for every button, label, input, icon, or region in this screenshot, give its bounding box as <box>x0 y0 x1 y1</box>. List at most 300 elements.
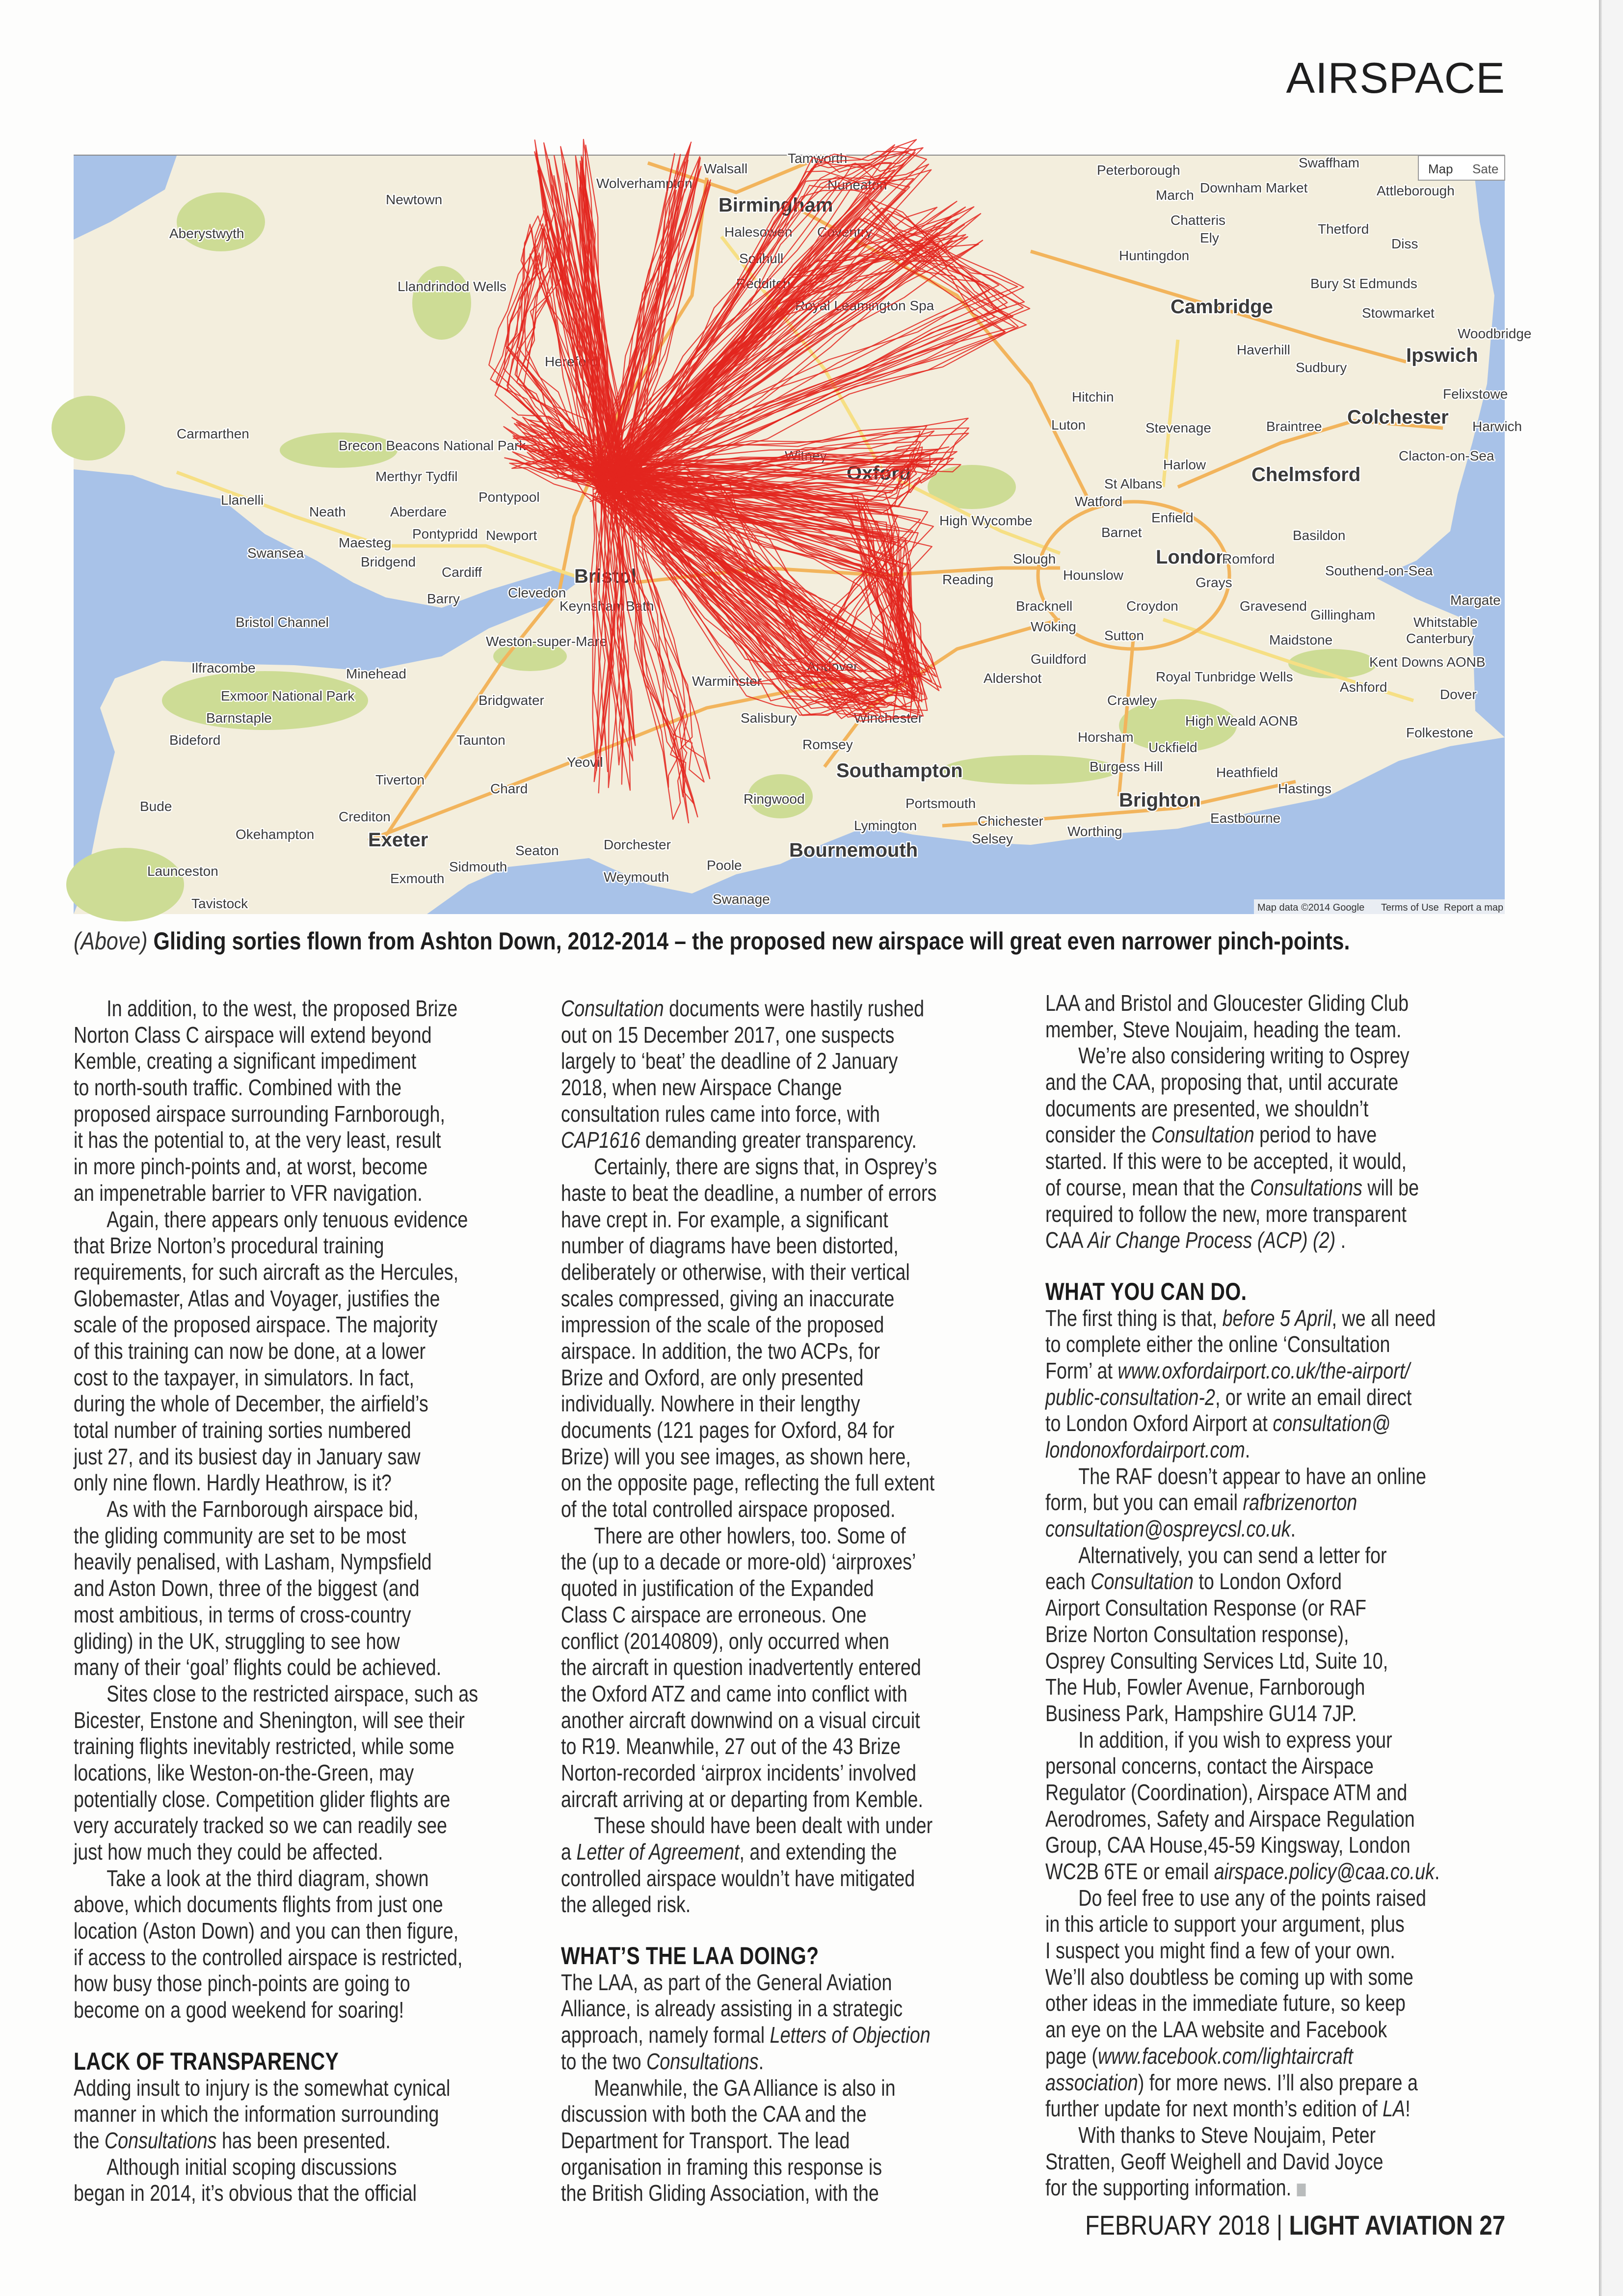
map-place-label: Bristol Channel <box>236 615 329 630</box>
text-line <box>561 1233 1016 1259</box>
text-line <box>1045 1358 1500 1384</box>
text-line <box>561 1865 1016 1892</box>
map-place-label: Reading <box>942 572 994 587</box>
text-run: individually. Nowhere in their lengthy <box>561 1391 860 1417</box>
text-run: each <box>1045 1568 1091 1594</box>
issue-date: FEBRUARY 2018 | <box>1085 2210 1289 2241</box>
map-place-label: Halesowen <box>724 224 793 240</box>
text-line <box>74 1918 529 1945</box>
text-run: the British Gliding Association, with the <box>561 2180 879 2206</box>
text-run: . <box>1335 1227 1346 1253</box>
map-place-label: Taunton <box>456 732 506 748</box>
map-place-label: Barnet <box>1101 525 1142 540</box>
text-run: heavily penalised, with Lasham, Nympsfield <box>74 1549 432 1575</box>
national-park-area <box>412 266 471 340</box>
text-line <box>1045 1859 1500 1885</box>
italic-text-run: Consultations <box>104 2127 217 2153</box>
text-line <box>74 1891 529 1918</box>
paragraph <box>1045 1463 1500 1542</box>
map-place-label: Gravesend <box>1240 598 1307 614</box>
text-run: 2018, when new Airspace Change <box>561 1075 842 1101</box>
section-title: AIRSPACE <box>1286 54 1505 102</box>
text-run: another aircraft downwind on a visual circuit <box>561 1707 920 1733</box>
paragraph <box>74 2075 529 2154</box>
text-run: gliding) in the UK, struggling to see how <box>74 1628 400 1654</box>
map-place-label: Worthing <box>1067 824 1122 839</box>
italic-text-run: association <box>1045 2069 1138 2095</box>
map-place-label: Bideford <box>169 732 221 748</box>
text-line <box>561 2022 1016 2049</box>
text-run: during the whole of December, the airfield’s <box>74 1391 428 1417</box>
text-line <box>74 1127 529 1154</box>
text-line <box>74 1971 529 1997</box>
text-run: documents were hastily rushed <box>664 996 925 1021</box>
map-place-label: Bournemouth <box>789 839 918 861</box>
text-run: and the CAA, proposing that, until accurate <box>1045 1069 1399 1095</box>
map-place-label: Bude <box>140 799 172 814</box>
paragraph <box>74 1681 529 1865</box>
map-place-label: Bristol <box>574 566 637 587</box>
map-place-label: Birmingham <box>718 194 833 216</box>
text-line <box>1045 1227 1500 1254</box>
map-place-label: Sidmouth <box>449 859 507 874</box>
map-place-label: Romsey <box>802 737 853 752</box>
map-place-label: Tiverton <box>375 772 425 787</box>
map-place-label: Maesteg <box>339 535 392 550</box>
text-run: Norton Class C airspace will extend beyond <box>74 1022 432 1048</box>
text-run: of course, mean that the <box>1045 1174 1251 1200</box>
text-run: a <box>561 1839 577 1864</box>
text-run: Brize and Oxford, are only presented <box>561 1364 864 1390</box>
text-run: organisation in framing this response is <box>561 2154 882 2180</box>
map-place-label: Stevenage <box>1145 420 1211 435</box>
text-line <box>561 1417 1016 1444</box>
map-place-label: Hereford <box>545 354 598 369</box>
map-place-label: Bath <box>626 598 654 614</box>
map-place-label: Bridgend <box>361 554 416 569</box>
italic-text-run: Letters of Objection <box>770 2022 931 2048</box>
text-run: We’re also considering writing to Osprey <box>1078 1043 1410 1069</box>
map-place-label: Nuneaton <box>827 177 887 192</box>
map-place-label: Slough <box>1013 551 1056 567</box>
map-place-label: Eastbourne <box>1210 810 1281 826</box>
text-line <box>74 2128 529 2154</box>
italic-text-run: Letter of Agreement <box>576 1839 740 1864</box>
text-run: There are other howlers, too. Some of <box>594 1522 906 1548</box>
map-place-label: Hounslow <box>1063 567 1123 583</box>
italic-text-run: Consultation <box>561 996 664 1021</box>
map-place-label: Chelmsford <box>1251 464 1361 486</box>
paragraph <box>74 1865 529 2024</box>
map-place-label: Llanelli <box>221 492 264 508</box>
text-run: WC2B 6TE or email <box>1045 1859 1214 1885</box>
map-place-label: Thetford <box>1318 221 1369 237</box>
italic-text-run: Consultations <box>646 2048 759 2074</box>
text-run: Norton-recorded ‘airprox incidents’ involved <box>561 1759 917 1785</box>
paragraph <box>1045 1885 1500 2122</box>
map-attribution-text: Terms of Use <box>1381 902 1439 913</box>
text-line <box>561 1654 1016 1681</box>
map-place-label: Exmoor National Park <box>221 688 355 703</box>
italic-text-run: www.facebook.com/lightaircraft <box>1097 2043 1353 2069</box>
text-line <box>1045 1885 1500 1912</box>
text-line <box>74 1654 529 1681</box>
text-run: documents (121 pages for Oxford, 84 for <box>561 1417 895 1443</box>
text-line <box>1045 2017 1500 2043</box>
text-run: most ambitious, in terms of cross-country <box>74 1601 411 1627</box>
text-line <box>74 1760 529 1786</box>
paragraph <box>74 996 529 1207</box>
map-place-label: Attleborough <box>1377 183 1455 198</box>
text-run: in this article to support your argument, plus <box>1045 1911 1405 1937</box>
map-place-label: Royal Tunbridge Wells <box>1156 669 1293 684</box>
map-place-label: Newtown <box>386 192 443 207</box>
text-run: potentially close. Competition glider flights are <box>74 1786 451 1812</box>
map-view-button: Map <box>1428 162 1453 176</box>
map-place-label: Swaffham <box>1299 155 1359 170</box>
text-line <box>1045 1727 1500 1754</box>
map-place-label: Seaton <box>515 843 559 858</box>
text-run: Again, there appears only tenuous evidence <box>106 1206 468 1232</box>
text-run: consider the <box>1045 1122 1151 1148</box>
text-line <box>561 2154 1016 2181</box>
text-line <box>1045 1305 1500 1332</box>
italic-text-run: Consultations <box>1250 1174 1362 1200</box>
map-place-label: Woking <box>1031 619 1076 634</box>
text-line <box>561 1707 1016 1734</box>
map-place-label: Enfield <box>1151 510 1194 525</box>
text-run: Certainly, there are signs that, in Osprey’s <box>594 1154 937 1180</box>
map-place-label: Watford <box>1075 494 1122 509</box>
text-line <box>1045 2175 1500 2201</box>
map-place-label: Wolverhampton <box>596 176 692 191</box>
map-place-label: Woodbridge <box>1458 326 1532 341</box>
text-run: Do feel free to use any of the points raised <box>1078 1885 1426 1911</box>
text-line <box>561 996 1016 1022</box>
map-canvas <box>74 151 1532 914</box>
text-line <box>1045 1489 1500 1516</box>
text-line <box>1045 1410 1500 1437</box>
map-place-label: Aldershot <box>984 671 1042 686</box>
paragraph <box>561 996 1016 1154</box>
map-place-label: March <box>1156 188 1194 203</box>
text-run: how busy those pinch-points are going to <box>74 1971 410 1997</box>
text-line <box>561 1312 1016 1338</box>
text-run: . <box>1245 1437 1251 1463</box>
text-run: quoted in justification of the Expanded <box>561 1575 874 1601</box>
text-run: haste to beat the deadline, a number of errors <box>561 1180 937 1206</box>
text-line <box>74 1207 529 1233</box>
text-run: Alliance, is already assisting in a strategic <box>561 1996 903 2022</box>
text-run: These should have been dealt with under <box>594 1812 933 1838</box>
text-run: scales compressed, giving an inaccurate <box>561 1285 895 1311</box>
map-place-label: Sutton <box>1104 628 1144 643</box>
text-line <box>561 1127 1016 1154</box>
text-line <box>1045 1990 1500 2017</box>
map-place-label: Pontypool <box>479 489 540 505</box>
text-line <box>74 1365 529 1391</box>
satellite-view-button: Sate <box>1472 162 1499 176</box>
map-place-label: Lymington <box>854 818 917 833</box>
text-run: many of their ‘goal’ flights could be achieved. <box>74 1654 442 1680</box>
map-place-label: Coventry <box>817 224 873 240</box>
text-line <box>561 1839 1016 1865</box>
text-run: demanding greater transparency. <box>640 1127 917 1153</box>
text-line <box>1045 1096 1500 1122</box>
text-line <box>74 1839 529 1865</box>
text-run: Adding insult to injury is the somewhat cynical <box>74 2075 451 2101</box>
text-run: CAA <box>1045 1227 1088 1253</box>
text-line <box>1045 1964 1500 1991</box>
text-run: only nine flown. Hardly Heathrow, is it? <box>74 1470 392 1496</box>
italic-text-run: before 5 April <box>1222 1305 1332 1331</box>
map-place-label: Aberdare <box>390 504 447 519</box>
text-run: period to have <box>1254 1122 1377 1148</box>
text-run: the aircraft in question inadvertently entered <box>561 1654 921 1680</box>
text-line <box>74 1312 529 1338</box>
end-of-article-mark <box>1297 2184 1306 2196</box>
map-place-label: Folkestone <box>1406 725 1473 740</box>
text-run: Department for Transport. The lead <box>561 2127 850 2153</box>
text-line <box>561 1602 1016 1628</box>
text-run: in more pinch-points and, at worst, become <box>74 1154 428 1180</box>
map-place-label: Huntingdon <box>1119 248 1190 263</box>
text-run: started. If this were to be accepted, it would, <box>1045 1148 1407 1174</box>
map-place-label: Launceston <box>147 864 218 879</box>
text-line <box>1045 1516 1500 1542</box>
map-place-label: Ashford <box>1340 679 1387 695</box>
text-run: become on a good weekend for soaring! <box>74 1997 404 2023</box>
text-line <box>561 1812 1016 1839</box>
text-line <box>74 1338 529 1365</box>
text-run: The LAA, as part of the General Aviation <box>561 1969 892 1995</box>
text-line <box>561 1760 1016 1786</box>
text-run: Alternatively, you can send a letter for <box>1078 1542 1387 1568</box>
text-line <box>1045 1701 1500 1727</box>
text-line <box>1045 1568 1500 1595</box>
text-run: largely to ‘beat’ the deadline of 2 January <box>561 1048 898 1074</box>
text-run: In addition, if you wish to express your <box>1078 1727 1392 1753</box>
text-line <box>74 1575 529 1602</box>
text-line <box>74 1075 529 1101</box>
text-line <box>1045 1175 1500 1201</box>
text-line <box>1045 1122 1500 1148</box>
text-line <box>1045 1384 1500 1411</box>
text-line <box>74 1154 529 1180</box>
text-run: Bicester, Enstone and Shenington, will see their <box>74 1707 465 1733</box>
text-line <box>561 1048 1016 1075</box>
text-line <box>1045 1648 1500 1675</box>
text-run: deliberately or otherwise, with their vertical <box>561 1259 910 1285</box>
map-place-label: Royal Leamington Spa <box>795 298 934 313</box>
map-place-label: Andover <box>807 659 858 674</box>
text-line <box>74 1733 529 1760</box>
text-run: Business Park, Hampshire GU14 7JP. <box>1045 1700 1357 1726</box>
text-line <box>1045 1201 1500 1228</box>
text-run: member, Steve Noujaim, heading the team. <box>1045 1016 1402 1042</box>
text-line <box>1045 1437 1500 1463</box>
text-line <box>1045 2122 1500 2149</box>
map-place-label: Basildon <box>1293 528 1346 543</box>
national-park-area <box>52 396 125 460</box>
text-run: very accurately tracked so we can readily see <box>74 1812 448 1838</box>
text-line <box>561 1496 1016 1523</box>
text-run: cost to the taxpayer, in simulators. In fact, <box>74 1364 414 1390</box>
map-place-label: Horsham <box>1078 729 1134 745</box>
paragraph <box>1045 990 1500 1043</box>
text-run: further update for next month’s edition of <box>1045 2096 1383 2122</box>
text-run: above, which documents flights from just one <box>74 1891 443 1918</box>
text-line <box>74 2075 529 2102</box>
text-line <box>74 2154 529 2181</box>
text-line <box>561 1523 1016 1549</box>
text-line <box>561 1733 1016 1760</box>
national-park-area <box>66 848 184 921</box>
italic-text-run: rafbrizenorton <box>1243 1489 1357 1515</box>
map-place-label: Ilfracombe <box>191 660 256 675</box>
text-line <box>74 1101 529 1128</box>
section-heading: WHAT’S THE LAA DOING? <box>561 1942 819 1970</box>
text-line <box>74 1286 529 1312</box>
text-run: ! <box>1405 2096 1410 2122</box>
article-column-1 <box>74 996 529 2207</box>
text-line <box>74 1549 529 1575</box>
map-place-label: Crediton <box>339 809 391 824</box>
text-line <box>561 2101 1016 2128</box>
text-line <box>1045 2149 1500 2175</box>
text-line <box>1045 1806 1500 1833</box>
map-place-label: Ringwood <box>744 791 805 807</box>
map-place-label: Uckfield <box>1148 740 1197 755</box>
scan-margin <box>1602 0 1623 2296</box>
map-place-label: Minehead <box>346 666 406 681</box>
map-place-label: Romford <box>1222 551 1275 567</box>
text-line <box>561 2075 1016 2102</box>
map-place-label: Burgess Hill <box>1090 759 1163 774</box>
text-run: As with the Farnborough airspace bid, <box>106 1496 419 1522</box>
text-run: The RAF doesn’t appear to have an online <box>1078 1463 1427 1489</box>
text-run: on the opposite page, reflecting the full extent <box>561 1470 935 1496</box>
text-line <box>74 1707 529 1734</box>
text-line <box>561 1101 1016 1128</box>
map-place-label: Heathfield <box>1216 765 1278 780</box>
text-run: We’ll also doubtless be coming up with some <box>1045 1964 1413 1990</box>
text-line <box>561 1786 1016 1813</box>
text-run: page ( <box>1045 2043 1098 2069</box>
text-line <box>74 1022 529 1049</box>
text-run: conflict (20140809), only occurred when <box>561 1628 889 1654</box>
text-run: The first thing is that, <box>1045 1305 1223 1331</box>
text-line <box>561 2180 1016 2207</box>
text-run: to London Oxford Airport at <box>1045 1410 1273 1436</box>
text-run: discussion with both the CAA and the <box>561 2101 867 2127</box>
text-run: to north-south traffic. Combined with the <box>74 1075 402 1101</box>
map-place-label: Guildford <box>1031 651 1087 667</box>
text-run: just 27, and its busiest day in January saw <box>74 1443 421 1469</box>
italic-text-run: airspace.policy@caa.co.uk <box>1214 1859 1435 1885</box>
publication-page-number: LIGHT AVIATION 27 <box>1289 2210 1505 2241</box>
text-line <box>74 1233 529 1259</box>
text-line <box>561 1996 1016 2022</box>
text-line <box>74 1681 529 1707</box>
text-line <box>74 2180 529 2207</box>
text-run: of the total controlled airspace proposed. <box>561 1496 896 1522</box>
map-place-label: Chard <box>490 781 528 796</box>
map-place-label: Harlow <box>1163 457 1206 472</box>
text-run: . <box>1290 1516 1296 1542</box>
map-place-label: Harwich <box>1472 419 1522 434</box>
text-line <box>1045 1017 1500 1043</box>
map-place-label: Sudbury <box>1296 360 1347 375</box>
text-line <box>1045 1595 1500 1621</box>
map-place-label: Exmouth <box>390 871 445 886</box>
text-line <box>561 1154 1016 1180</box>
text-run: Globemaster, Atlas and Voyager, justifies the <box>74 1285 440 1311</box>
text-line <box>1045 1043 1500 1069</box>
text-line <box>561 1391 1016 1417</box>
text-run: Brize) will you see images, as shown here, <box>561 1443 911 1469</box>
text-line <box>74 1444 529 1470</box>
text-run: out on 15 December 2017, one suspects <box>561 1022 895 1048</box>
map-place-label: Solihull <box>739 251 784 266</box>
text-run: impression of the scale of the proposed <box>561 1312 884 1338</box>
text-line <box>561 1444 1016 1470</box>
text-run: . <box>1435 1859 1440 1885</box>
text-run: Meanwhile, the GA Alliance is also in <box>594 2075 896 2101</box>
text-line <box>74 1470 529 1496</box>
map-place-label: St Albans <box>1104 476 1163 491</box>
text-run: personal concerns, contact the Airspace <box>1045 1753 1374 1779</box>
text-run: to London Oxford <box>1193 1568 1342 1594</box>
text-run: Kemble, creating a significant impediment <box>74 1048 417 1074</box>
map-place-label: Portsmouth <box>905 796 976 811</box>
text-run: total number of training sorties numbered <box>74 1417 411 1443</box>
map-place-label: Ely <box>1200 230 1219 245</box>
text-run: ) for more news. I’ll also prepare a <box>1138 2069 1418 2095</box>
text-run: began in 2014, it’s obvious that the official <box>74 2180 417 2206</box>
text-run: consultation rules came into force, with <box>561 1101 880 1127</box>
text-line <box>74 1812 529 1839</box>
text-line <box>1045 1674 1500 1701</box>
text-line <box>1045 1832 1500 1859</box>
text-run: controlled airspace wouldn’t have mitigated <box>561 1865 915 1891</box>
map-place-label: Chatteris <box>1171 213 1226 228</box>
text-run: I suspect you might find a few of your own. <box>1045 1938 1395 1964</box>
text-line <box>561 1338 1016 1365</box>
map-place-label: Barry <box>427 591 460 606</box>
italic-text-run: londonoxfordairport.com <box>1045 1437 1245 1463</box>
paragraph <box>561 1970 1016 2075</box>
map-place-label: Exeter <box>368 829 428 851</box>
map-attribution-text: Map data ©2014 Google <box>1257 902 1365 913</box>
text-line <box>74 1523 529 1549</box>
text-run: required to follow the new, more transparent <box>1045 1201 1407 1227</box>
map-place-label: Merthyr Tydfil <box>375 469 458 484</box>
text-run: LAA and Bristol and Gloucester Gliding Club <box>1045 990 1409 1016</box>
map-place-label: Weston-super-Mare <box>486 634 607 649</box>
italic-text-run: Air Change Process (ACP) (2) <box>1087 1227 1336 1253</box>
italic-text-run: Consultation <box>1091 1568 1194 1594</box>
text-run: that Brize Norton’s procedural training <box>74 1233 384 1259</box>
paragraph <box>561 1154 1016 1523</box>
map-place-label: Redditch <box>736 276 791 291</box>
text-line <box>74 1048 529 1075</box>
text-line <box>1045 1621 1500 1648</box>
text-run: Class C airspace are erroneous. One <box>561 1601 867 1627</box>
paragraph <box>561 1812 1016 1918</box>
map-place-label: Swansea <box>247 545 304 561</box>
text-run: the (up to a decade or more-old) ‘airproxes’ <box>561 1549 916 1575</box>
